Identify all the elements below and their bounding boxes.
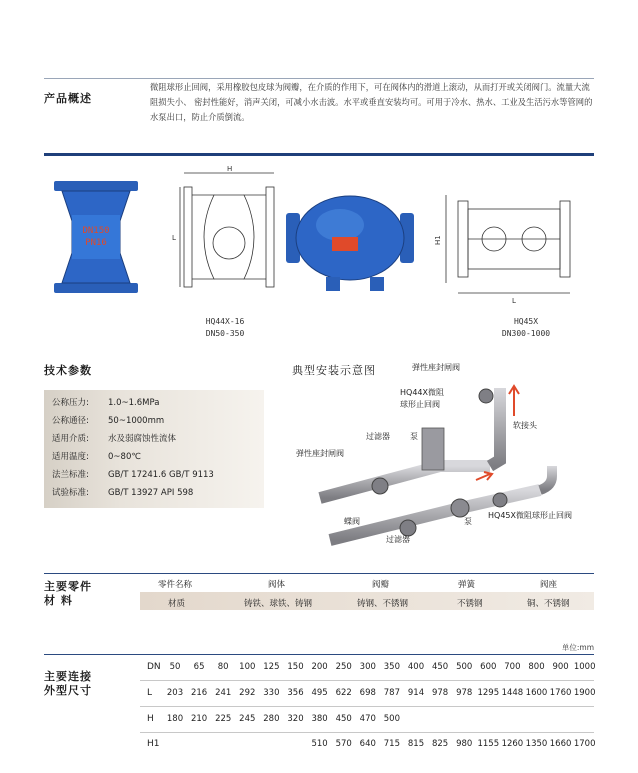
dims-cell: 1350 (525, 739, 548, 749)
dim-l-label: L (172, 234, 176, 242)
dims-cell: 800 (528, 662, 545, 672)
dims-cell: 450 (335, 714, 352, 724)
label-filter-bottom: 过滤器 (386, 535, 410, 544)
dims-cell: 500 (456, 662, 473, 672)
dims-cell: 450 (431, 662, 449, 672)
dims-cell: 203 (166, 688, 184, 698)
spec-row: 适用介质: 水及弱腐蚀性流体 (52, 434, 177, 444)
dims-cell: 330 (263, 688, 280, 698)
label-butterfly: 蝶阀 (344, 517, 360, 526)
dims-cell: 698 (359, 688, 376, 698)
dims-cell: 180 (166, 714, 184, 724)
dims-cell: 1260 (501, 739, 524, 749)
dims-divider (140, 680, 594, 681)
dims-cell: 356 (287, 688, 304, 698)
dims-cell: 125 (263, 662, 280, 672)
dims-cell: 715 (383, 739, 400, 749)
dims-cell: 292 (239, 688, 256, 698)
dims-cell: 500 (383, 714, 400, 724)
dims-cell: 280 (263, 714, 280, 724)
parts-title-1: 主要零件 (44, 580, 92, 593)
drawing-hq45x (434, 195, 570, 305)
dims-cell: 1600 (525, 688, 548, 698)
dims-cell: 1295 (477, 688, 500, 698)
dim-h1-label: H1 (434, 235, 442, 245)
label-soft-joint: 软接头 (513, 421, 537, 430)
top-rule (44, 78, 594, 79)
parts-header-cell: 零件名称 (158, 580, 193, 590)
dims-cell: 350 (383, 662, 400, 672)
caption-hq44x-range: DN50-350 (205, 329, 245, 338)
dims-cell: 640 (359, 739, 376, 749)
dims-cell: 400 (407, 662, 425, 672)
dims-cell: 622 (335, 688, 352, 698)
diagram-title: 典型安装示意图 (292, 364, 376, 377)
dims-cell: 495 (311, 688, 328, 698)
dims-cell: 200 (311, 662, 328, 672)
dims-cell: 150 (287, 662, 304, 672)
valve-label-1: DN150 (82, 226, 110, 236)
parts-header-cell: 阀座 (540, 580, 558, 590)
dims-cell: 1155 (477, 739, 500, 749)
dims-cell: 320 (287, 714, 304, 724)
dims-cell: 510 (311, 739, 328, 749)
dims-cell: 815 (407, 739, 425, 749)
dims-cell: 1448 (501, 688, 524, 698)
parts-header-cell: 阀体 (268, 580, 286, 590)
caption-hq45x (486, 316, 566, 340)
dims-cell: 978 (456, 688, 473, 698)
dims-cell: 300 (359, 662, 376, 672)
parts-header-cell: 弹簧 (458, 580, 476, 590)
label-filter-top: 过滤器 (366, 432, 390, 441)
label-hq44x-1: HQ44X微阻 (400, 388, 444, 397)
spec-row: 公称压力: 1.0~1.6MPa (52, 398, 160, 408)
installation-diagram (290, 368, 600, 560)
caption-hq44x (190, 316, 260, 340)
drawing-hq44x (172, 165, 274, 287)
dims-cell: 1760 (549, 688, 572, 698)
dims-cell: 225 (215, 714, 232, 724)
dims-cell: 470 (359, 714, 376, 724)
label-pump-top: 泵 (410, 432, 418, 441)
dims-divider (140, 732, 594, 733)
valve-photo-hq44x (54, 181, 138, 293)
dims-row-label: L (147, 688, 153, 698)
dims-cell: 245 (239, 714, 256, 724)
overview-title: 产品概述 (44, 92, 92, 105)
dims-cell: 914 (407, 688, 425, 698)
label-hq45x: HQ45X微阻球形止回阀 (488, 511, 572, 520)
product-figures (44, 165, 594, 315)
dims-cell: 570 (335, 739, 352, 749)
dims-row-label: H (147, 714, 154, 724)
dim-h-label: H (227, 165, 233, 173)
dims-cell: 1700 (573, 739, 596, 749)
dims-cell: 600 (480, 662, 497, 672)
spec-row: 试验标准: GB/T 13927 API 598 (52, 488, 194, 498)
spec-box (44, 390, 264, 508)
label-gate-top: 弹性座封闸阀 (412, 363, 460, 372)
label-hq44x-2: 球形止回阀 (400, 400, 440, 409)
dims-divider (140, 706, 594, 707)
parts-row-cell: 材质 (168, 599, 186, 609)
dims-cell: 978 (431, 688, 449, 698)
dims-title-2: 外型尺寸 (44, 684, 92, 697)
dims-cell: 100 (239, 662, 256, 672)
caption-hq45x-range: DN300-1000 (501, 329, 551, 338)
dims-row-label: H1 (147, 739, 160, 749)
parts-row-cell: 铜、不锈钢 (527, 599, 570, 609)
dims-cell: 1000 (573, 662, 596, 672)
dims-cell: 65 (193, 662, 205, 672)
caption-hq45x-model: HQ45X (513, 317, 539, 326)
spec-row: 适用温度: 0~80℃ (52, 452, 141, 462)
dims-cell: 50 (169, 662, 181, 672)
section-divider (44, 153, 594, 156)
dims-cell: 700 (504, 662, 521, 672)
parts-row-cell: 铸钢、不锈钢 (357, 599, 409, 609)
dim-l2-label: L (512, 297, 516, 305)
caption-hq44x-model: HQ44X-16 (205, 317, 245, 326)
overview-text: 微阻球形止回阀，采用橡胶包皮球为阀瓣，在介质的作用下，可在阀体内的滑道上滚动，从而打开或关闭阀门。流量大流阻损失小、 密封性能好，消声关闭，可减小水击波。水平或垂直安装均可。可用于冷水、热水、工业及生活污水等管网的水泵出口，防止介质倒流。 (150, 82, 593, 122)
dims-cell: 1660 (549, 739, 572, 749)
parts-title-2: 材 料 (44, 594, 73, 607)
unit-label: 单位:mm (561, 643, 594, 652)
dims-cell: 980 (456, 739, 473, 749)
label-pump-bottom: 泵 (464, 517, 472, 526)
dims-cell: 900 (552, 662, 569, 672)
parts-row-cell: 铸铁、球铁、铸钢 (244, 599, 313, 609)
spec-row: 公称通径: 50~1000mm (52, 416, 165, 426)
parts-rule (44, 573, 594, 574)
dims-cell: 216 (190, 688, 208, 698)
dims-rule (44, 654, 594, 655)
valve-photo-hq45x (286, 196, 414, 291)
tech-title: 技术参数 (44, 364, 92, 377)
dims-cell: 380 (311, 714, 328, 724)
dims-cell: 210 (190, 714, 208, 724)
spec-row: 法兰标准: GB/T 17241.6 GB/T 9113 (52, 470, 214, 480)
dims-cell: 1900 (573, 688, 596, 698)
dims-cell: 825 (431, 739, 449, 749)
dims-cell: 80 (217, 662, 229, 672)
parts-row-cell: 不锈钢 (457, 599, 483, 609)
valve-label-2: PN16 (85, 238, 107, 248)
dims-cell: 250 (335, 662, 352, 672)
dims-cell: 241 (215, 688, 232, 698)
dims-cell: 787 (383, 688, 400, 698)
dims-title-1: 主要连接 (44, 670, 92, 683)
label-gate-left: 弹性座封闸阀 (296, 449, 344, 458)
dims-row-label: DN (147, 662, 161, 672)
parts-header-cell: 阀瓣 (372, 580, 390, 590)
